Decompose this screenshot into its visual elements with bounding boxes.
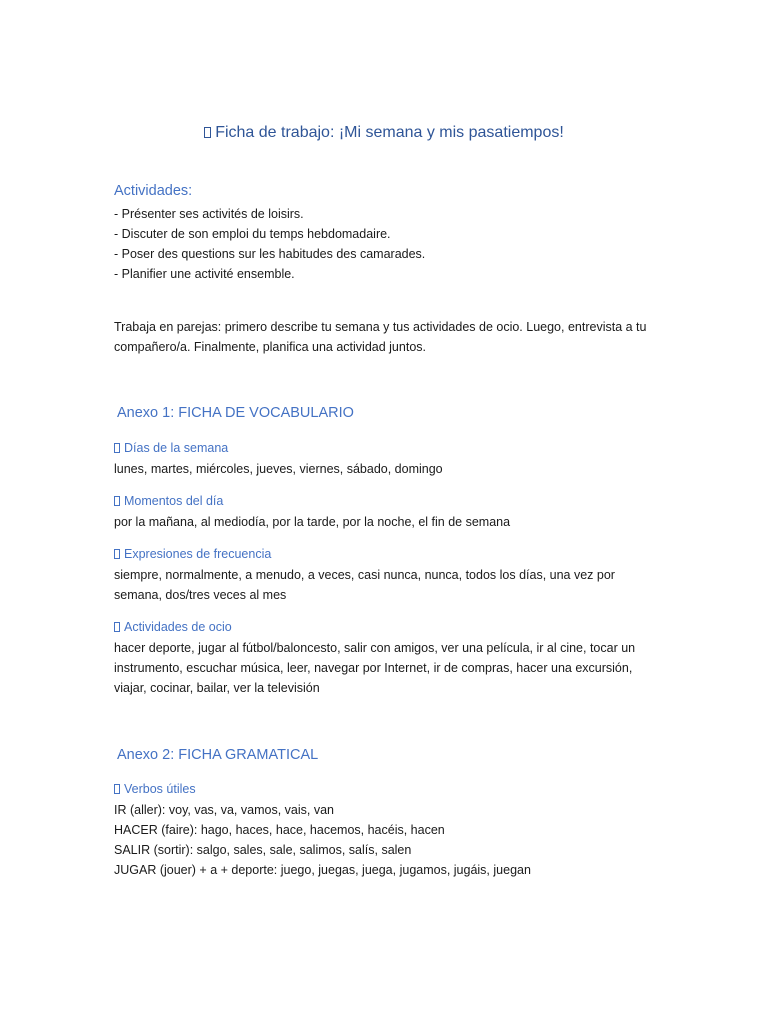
verbs-heading-text: Verbos útiles bbox=[124, 782, 196, 796]
verb-line: IR (aller): voy, vas, va, vamos, vais, van bbox=[114, 803, 334, 817]
verb-line: HACER (faire): hago, haces, hace, hacemos, hacéis, hacen bbox=[114, 823, 445, 837]
annex2-heading: Anexo 2: FICHA GRAMATICAL bbox=[117, 747, 319, 763]
activity-item: - Poser des questions sur les habitudes des camarades. bbox=[114, 247, 426, 261]
activity-item: - Planifier une activité ensemble. bbox=[114, 267, 295, 281]
missing-glyph-box-icon bbox=[114, 549, 120, 559]
leisure-line: viajar, cocinar, bailar, ver la televisión bbox=[114, 681, 320, 695]
days-line: lunes, martes, miércoles, jueves, viernes, sábado, domingo bbox=[114, 462, 443, 476]
verb-line: JUGAR (jouer) + a + deporte: juego, juegas, juega, jugamos, jugáis, juegan bbox=[114, 863, 531, 877]
leisure-line: hacer deporte, jugar al fútbol/baloncesto, salir con amigos, ver una película, ir al cine, tocar un bbox=[114, 641, 636, 655]
leisure-heading-text: Actividades de ocio bbox=[124, 620, 232, 634]
leisure-line: instrumento, escuchar música, leer, navegar por Internet, ir de compras, hacer una excursión, bbox=[114, 661, 633, 675]
days-heading-text: Días de la semana bbox=[124, 441, 229, 455]
missing-glyph-box-icon bbox=[114, 784, 120, 794]
leisure-heading bbox=[114, 620, 232, 634]
instructions-line: Trabaja en parejas: primero describe tu semana y tus actividades de ocio. Luego, entrevista a tu bbox=[114, 320, 647, 334]
activities-heading: Actividades: bbox=[114, 183, 193, 199]
moments-heading bbox=[114, 494, 223, 508]
document-title bbox=[0, 124, 768, 142]
annex1-heading: Anexo 1: FICHA DE VOCABULARIO bbox=[117, 405, 354, 421]
missing-glyph-box-icon bbox=[114, 496, 120, 506]
document-title-text: Ficha de trabajo: ¡Mi semana y mis pasatiempos! bbox=[215, 124, 564, 141]
moments-heading-text: Momentos del día bbox=[124, 494, 224, 508]
missing-glyph-box-icon bbox=[114, 443, 120, 453]
frequency-line: semana, dos/tres veces al mes bbox=[114, 588, 287, 602]
moments-line: por la mañana, al mediodía, por la tarde, por la noche, el fin de semana bbox=[114, 515, 511, 529]
activity-item: - Discuter de son emploi du temps hebdomadaire. bbox=[114, 227, 391, 241]
missing-glyph-box-icon bbox=[114, 622, 120, 632]
verbs-heading bbox=[114, 782, 196, 796]
instructions-line: compañero/a. Finalmente, planifica una actividad juntos. bbox=[114, 340, 426, 354]
frequency-heading-text: Expresiones de frecuencia bbox=[124, 547, 272, 561]
activity-item: - Présenter ses activités de loisirs. bbox=[114, 207, 304, 221]
days-heading bbox=[114, 441, 228, 455]
missing-glyph-box-icon bbox=[204, 127, 211, 138]
verb-line: SALIR (sortir): salgo, sales, sale, salimos, salís, salen bbox=[114, 843, 412, 857]
frequency-heading bbox=[114, 547, 271, 561]
frequency-line: siempre, normalmente, a menudo, a veces, casi nunca, nunca, todos los días, una vez por bbox=[114, 568, 615, 582]
